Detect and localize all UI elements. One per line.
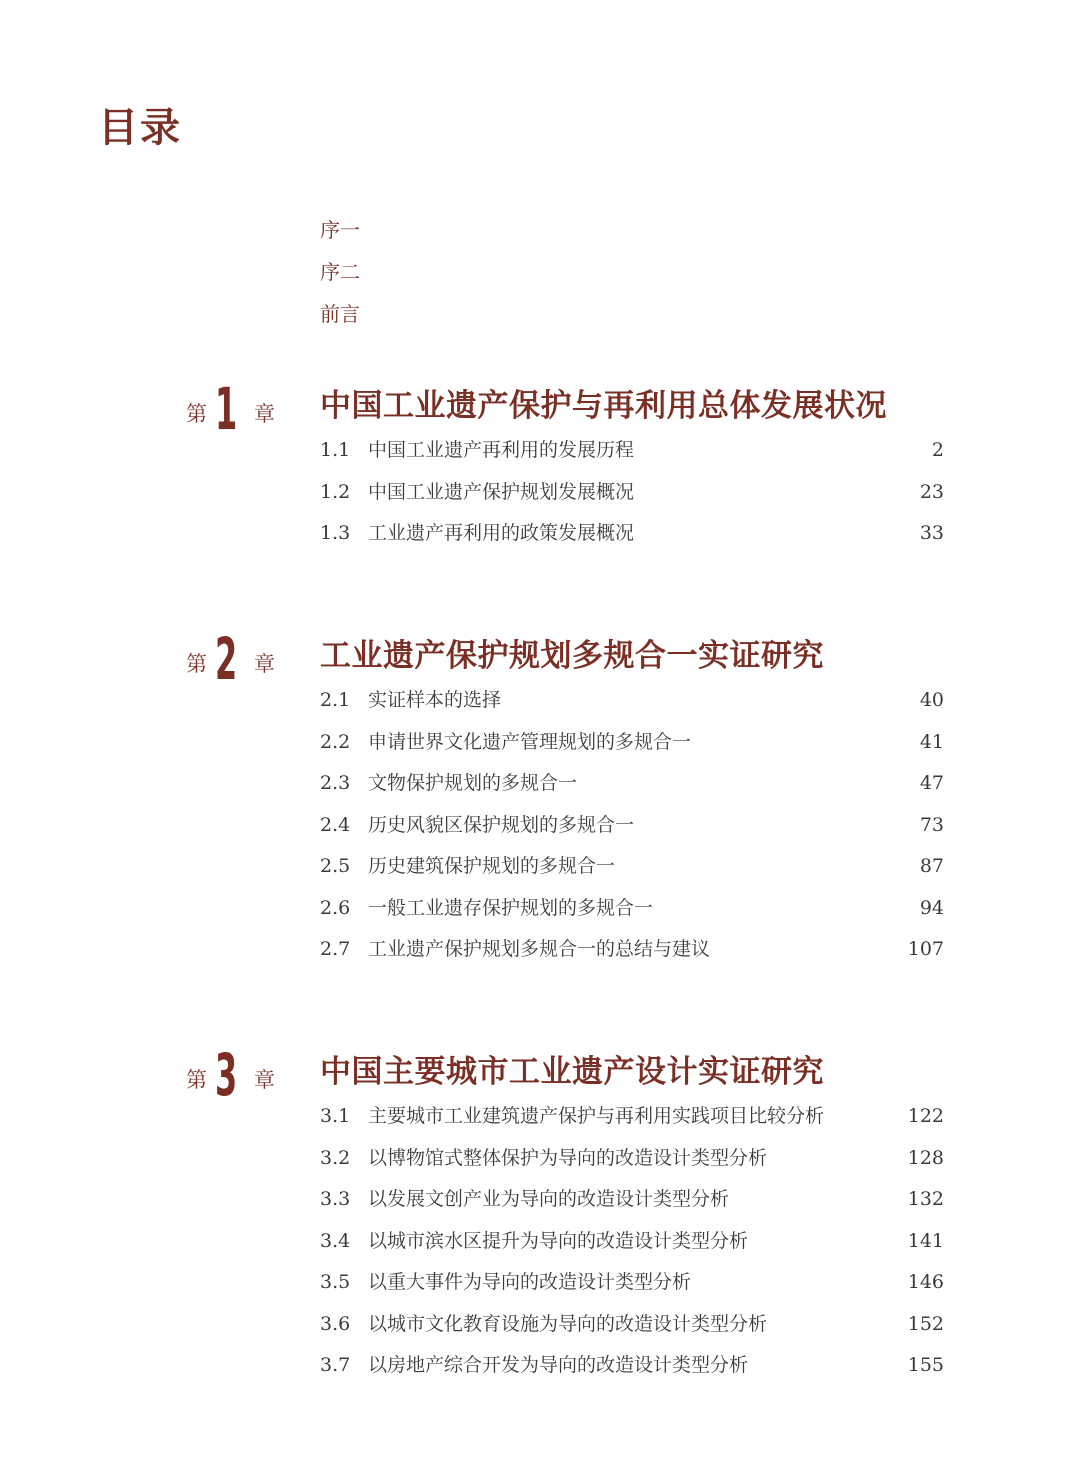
section-title: 文物保护规划的多规合一	[368, 772, 578, 794]
section-number: 3.6	[320, 1312, 351, 1335]
section-title: 工业遗产再利用的政策发展概况	[368, 522, 635, 544]
page-number: 146	[907, 1271, 944, 1293]
section-number: 3.1	[320, 1105, 351, 1127]
section-title: 主要城市工业建筑遗产保护与再利用实践项目比较分析	[368, 1105, 825, 1127]
toc-entry[interactable]	[320, 937, 944, 979]
toc-entry[interactable]	[320, 1187, 944, 1229]
chapter-label	[186, 1041, 278, 1109]
section-title: 以发展文创产业为导向的改造设计类型分析	[368, 1188, 730, 1210]
page-title: 目录	[98, 104, 182, 151]
section-number: 3.3	[320, 1188, 351, 1210]
section-title: 以博物馆式整体保护为导向的改造设计类型分析	[368, 1146, 768, 1169]
section-number: 2.1	[320, 689, 351, 711]
chapter-number: 1	[215, 375, 238, 443]
section-number: 2.2	[320, 730, 351, 753]
chapter-title[interactable]: 中国主要城市工业遗产设计实证研究	[320, 1054, 824, 1090]
toc-entry[interactable]	[320, 1353, 944, 1395]
page-number: 2	[931, 439, 944, 461]
section-title: 以城市滨水区提升为导向的改造设计类型分析	[368, 1229, 749, 1252]
section-title: 以重大事件为导向的改造设计类型分析	[368, 1271, 692, 1293]
chapter-prefix: 第	[186, 402, 207, 426]
section-number: 2.6	[320, 896, 351, 919]
page-number: 94	[919, 896, 944, 919]
page-number: 41	[919, 730, 944, 753]
section-title: 以城市文化教育设施为导向的改造设计类型分析	[368, 1312, 768, 1335]
page-number: 122	[907, 1105, 944, 1127]
section-list	[320, 438, 944, 563]
section-number: 2.5	[320, 855, 351, 877]
chapter-suffix: 章	[254, 652, 275, 676]
page-number: 141	[907, 1229, 944, 1252]
section-number: 2.7	[320, 938, 351, 960]
toc-entry[interactable]	[320, 854, 944, 896]
page-number: 23	[919, 480, 944, 503]
front-matter-preface-2[interactable]: 序二	[320, 260, 360, 284]
section-number: 1.1	[320, 439, 351, 461]
page-number: 152	[907, 1312, 944, 1335]
toc-entry[interactable]	[320, 1229, 944, 1271]
front-matter-list	[320, 216, 360, 342]
section-title: 实证样本的选择	[368, 689, 502, 711]
toc-entry[interactable]	[320, 1146, 944, 1188]
chapter-number: 2	[215, 625, 238, 693]
section-title: 中国工业遗产保护规划发展概况	[368, 480, 635, 503]
toc-entry[interactable]	[320, 813, 944, 855]
chapter-title[interactable]: 中国工业遗产保护与再利用总体发展状况	[320, 388, 887, 424]
page-number: 155	[907, 1354, 944, 1376]
page-number: 40	[919, 689, 944, 711]
page-number: 132	[907, 1188, 944, 1210]
front-matter-foreword[interactable]: 前言	[320, 302, 360, 326]
toc-entry[interactable]	[320, 521, 944, 563]
section-list	[320, 688, 944, 979]
toc-entry[interactable]	[320, 730, 944, 772]
chapter-label	[186, 375, 278, 443]
chapter-title[interactable]: 工业遗产保护规划多规合一实证研究	[320, 638, 824, 674]
toc-entry[interactable]	[320, 480, 944, 522]
section-list	[320, 1104, 944, 1395]
chapter-suffix: 章	[254, 1068, 275, 1092]
toc-entry[interactable]	[320, 1270, 944, 1312]
chapter-prefix: 第	[186, 1068, 207, 1092]
section-number: 3.7	[320, 1354, 351, 1376]
toc-entry[interactable]	[320, 688, 944, 730]
section-title: 历史建筑保护规划的多规合一	[368, 855, 616, 877]
section-number: 2.3	[320, 772, 351, 794]
section-title: 历史风貌区保护规划的多规合一	[368, 813, 635, 836]
chapter-prefix: 第	[186, 652, 207, 676]
page-number: 128	[907, 1146, 944, 1169]
page-number: 47	[919, 772, 944, 794]
section-number: 2.4	[320, 813, 351, 836]
chapter-label	[186, 625, 278, 693]
section-title: 申请世界文化遗产管理规划的多规合一	[368, 730, 692, 753]
section-number: 3.5	[320, 1271, 351, 1293]
chapter-number: 3	[215, 1041, 238, 1109]
page-number: 107	[907, 938, 944, 960]
section-title: 工业遗产保护规划多规合一的总结与建议	[368, 938, 711, 960]
section-number: 3.4	[320, 1229, 351, 1252]
toc-entry[interactable]	[320, 1312, 944, 1354]
section-title: 中国工业遗产再利用的发展历程	[368, 439, 635, 461]
section-title: 以房地产综合开发为导向的改造设计类型分析	[368, 1354, 749, 1376]
toc-entry[interactable]	[320, 771, 944, 813]
front-matter-preface-1[interactable]: 序一	[320, 218, 360, 242]
page-number: 73	[919, 813, 944, 836]
section-number: 3.2	[320, 1146, 351, 1169]
toc-entry[interactable]	[320, 438, 944, 480]
section-number: 1.2	[320, 480, 351, 503]
toc-entry[interactable]	[320, 1104, 944, 1146]
section-title: 一般工业遗存保护规划的多规合一	[368, 896, 654, 919]
toc-entry[interactable]	[320, 896, 944, 938]
page-number: 33	[919, 522, 944, 544]
chapter-suffix: 章	[254, 402, 275, 426]
page-number: 87	[919, 855, 944, 877]
section-number: 1.3	[320, 522, 351, 544]
